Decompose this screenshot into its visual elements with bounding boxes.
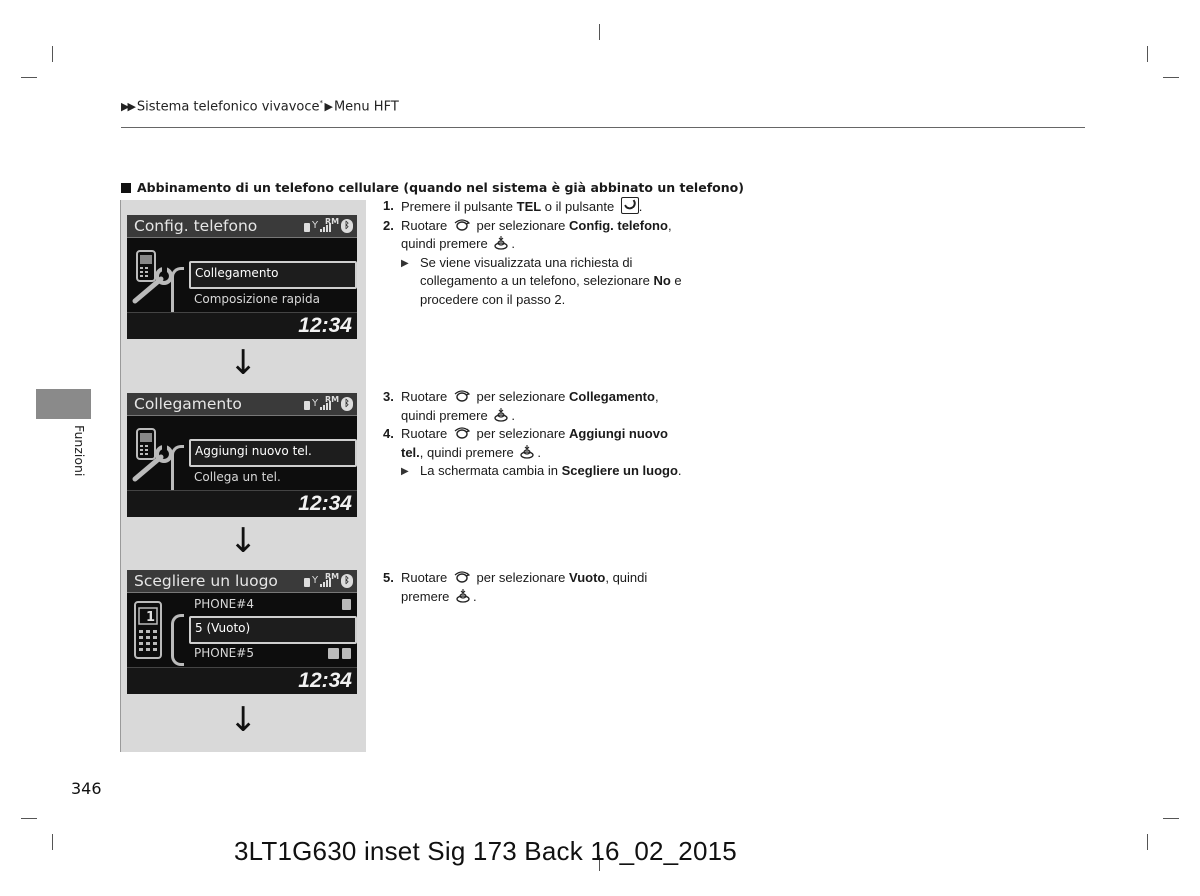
bluetooth-icon: ᛒ xyxy=(341,397,353,411)
screen-title: Config. telefono xyxy=(134,217,258,235)
step-text: , quindi xyxy=(605,570,648,585)
step-text: , xyxy=(667,217,672,233)
screen-title: Collegamento xyxy=(134,395,242,413)
screen-scegliere-luogo xyxy=(127,570,357,694)
triangle-icon: ▶ xyxy=(401,466,409,477)
menu-item-label: Aggiungi nuovo tel. xyxy=(195,444,312,458)
menu-brace xyxy=(171,614,184,666)
step-text: per selezionare xyxy=(472,570,569,585)
steps-group-2 xyxy=(383,388,723,481)
menu-name: Aggiungi nuovo xyxy=(569,426,668,441)
bluetooth-icon: ᛒ xyxy=(341,574,353,588)
crop-mark xyxy=(1163,818,1179,819)
screen-config-telefono xyxy=(127,215,357,339)
press-knob-icon xyxy=(519,445,535,459)
screen-title-bar xyxy=(127,393,357,416)
list-item-label: 5 (Vuoto) xyxy=(195,621,251,635)
down-arrow-icon: ↓ xyxy=(229,521,258,561)
step-2 xyxy=(383,217,713,254)
press-knob-icon xyxy=(493,236,509,250)
breadcrumb-section: Sistema telefonico vivavoce xyxy=(136,99,320,115)
step-number: 5. xyxy=(383,570,394,585)
breadcrumb-page: Menu HFT xyxy=(333,99,399,115)
note-text: Se viene visualizzata una richiesta di xyxy=(420,254,633,270)
press-knob-icon xyxy=(455,589,471,603)
list-item[interactable]: PHONE#4 xyxy=(194,597,254,611)
step-text: Premere il pulsante xyxy=(401,199,517,214)
phone-slot-icon xyxy=(342,648,351,659)
clock: 12:34 xyxy=(298,314,352,337)
steps-group-3 xyxy=(383,569,713,606)
battery-icon xyxy=(304,223,310,232)
step-text: Ruotare xyxy=(401,426,451,441)
step-1 xyxy=(383,197,713,217)
step-text: Ruotare xyxy=(401,570,451,585)
menu-name: Config. telefono xyxy=(569,217,668,233)
crop-mark xyxy=(21,77,37,78)
status-icons xyxy=(302,573,354,589)
step-text: . xyxy=(511,407,515,423)
screen-title-bar xyxy=(127,215,357,238)
step-text: o il pulsante xyxy=(541,199,618,214)
breadcrumb xyxy=(121,99,399,114)
step-note xyxy=(383,462,723,481)
note-text: La schermata cambia in xyxy=(420,463,562,478)
menu-name: tel. xyxy=(401,444,420,460)
chapter-tab xyxy=(36,389,91,419)
rotate-knob-icon xyxy=(453,426,471,440)
antenna-icon: Y xyxy=(312,398,319,409)
menu-name: Collegamento xyxy=(569,389,655,404)
step-text: quindi premere xyxy=(401,236,492,251)
roaming-indicator: RM xyxy=(325,395,340,404)
step-text: . xyxy=(473,588,477,604)
print-code: 3LT1G630 inset Sig 173 Back 16_02_2015 xyxy=(234,836,737,866)
clock-bar xyxy=(127,667,357,694)
step-number: 3. xyxy=(383,389,394,404)
battery-icon xyxy=(304,578,310,587)
double-triangle-icon: ▶▶ xyxy=(121,100,134,114)
clock: 12:34 xyxy=(298,492,352,515)
step-text: per selezionare xyxy=(472,389,569,404)
step-text: , quindi premere xyxy=(419,444,518,460)
steps-group-1 xyxy=(383,197,713,309)
bluetooth-icon: ᛒ xyxy=(341,219,353,233)
step-text: Ruotare xyxy=(401,217,451,233)
roaming-indicator: RM xyxy=(325,217,340,226)
keypad-digit: 1 xyxy=(146,610,156,625)
step-number: 2. xyxy=(383,217,394,233)
step-text: per selezionare xyxy=(472,426,569,441)
clock: 12:34 xyxy=(298,669,352,692)
crop-mark xyxy=(1147,834,1148,850)
phone-slot-icon xyxy=(342,599,351,610)
step-text: quindi premere xyxy=(401,407,492,423)
step-text: , xyxy=(654,389,659,404)
step-text: . xyxy=(537,444,541,460)
crop-mark xyxy=(1147,46,1148,62)
clock-bar xyxy=(127,490,357,517)
option-name: Vuoto xyxy=(569,570,606,585)
screen-title-bar xyxy=(127,570,357,593)
phone-button-icon xyxy=(621,197,639,214)
rotate-knob-icon xyxy=(453,218,471,232)
header-rule xyxy=(121,127,1085,128)
menu-item[interactable]: Composizione rapida xyxy=(194,292,320,306)
step-text: . xyxy=(511,236,515,251)
crop-mark xyxy=(52,46,53,62)
asterisk-mark: * xyxy=(319,99,323,107)
triangle-icon: ▶ xyxy=(323,100,331,114)
clock-bar xyxy=(127,312,357,339)
rotate-knob-icon xyxy=(453,389,471,403)
crop-mark xyxy=(52,834,53,850)
crop-mark xyxy=(21,818,37,819)
rotate-knob-icon xyxy=(453,570,471,584)
square-bullet-icon xyxy=(121,183,131,193)
step-4 xyxy=(383,425,723,462)
battery-icon xyxy=(304,401,310,410)
crop-mark xyxy=(599,24,600,40)
menu-item-selected[interactable] xyxy=(189,439,357,467)
step-text: Ruotare xyxy=(401,389,451,404)
screen-collegamento xyxy=(127,393,357,517)
section-heading-text: Abbinamento di un telefono cellulare (quando nel sistema è già abbinato un telefono) xyxy=(137,180,744,195)
step-text: premere xyxy=(401,588,454,604)
option-name: No xyxy=(653,273,671,288)
triangle-icon: ▶ xyxy=(401,257,409,269)
list-item[interactable]: PHONE#5 xyxy=(194,646,254,660)
roaming-indicator: RM xyxy=(325,572,340,581)
crop-mark xyxy=(1163,77,1179,78)
step-text: per selezionare xyxy=(472,217,569,233)
list-item-selected[interactable] xyxy=(189,616,357,644)
section-heading xyxy=(121,180,744,195)
antenna-icon: Y xyxy=(312,220,319,231)
chapter-label: Funzioni xyxy=(72,425,87,477)
screen-title: Scegliere un luogo xyxy=(134,572,278,590)
step-3 xyxy=(383,388,723,425)
menu-item-selected[interactable] xyxy=(189,261,357,289)
menu-item-label: Collegamento xyxy=(195,266,279,280)
status-icons xyxy=(302,218,354,234)
note-text: e xyxy=(670,273,682,288)
antenna-icon: Y xyxy=(312,575,319,586)
button-name: TEL xyxy=(516,199,542,214)
step-note xyxy=(383,254,713,310)
down-arrow-icon: ↓ xyxy=(229,700,258,740)
note-text: procedere con il passo 2. xyxy=(420,291,566,307)
step-number: 4. xyxy=(383,426,394,441)
screen-name: Scegliere un luogo xyxy=(561,463,678,478)
connected-icon xyxy=(328,648,339,659)
status-icons xyxy=(302,396,354,412)
menu-item[interactable]: Collega un tel. xyxy=(194,470,281,484)
note-text: . xyxy=(677,463,682,478)
press-knob-icon xyxy=(493,408,509,422)
page-number: 346 xyxy=(71,779,102,798)
step-number: 1. xyxy=(383,198,394,213)
step-text: . xyxy=(638,199,643,214)
note-text: collegamento a un telefono, selezionare xyxy=(420,273,654,288)
down-arrow-icon: ↓ xyxy=(229,343,258,383)
step-5 xyxy=(383,569,713,606)
